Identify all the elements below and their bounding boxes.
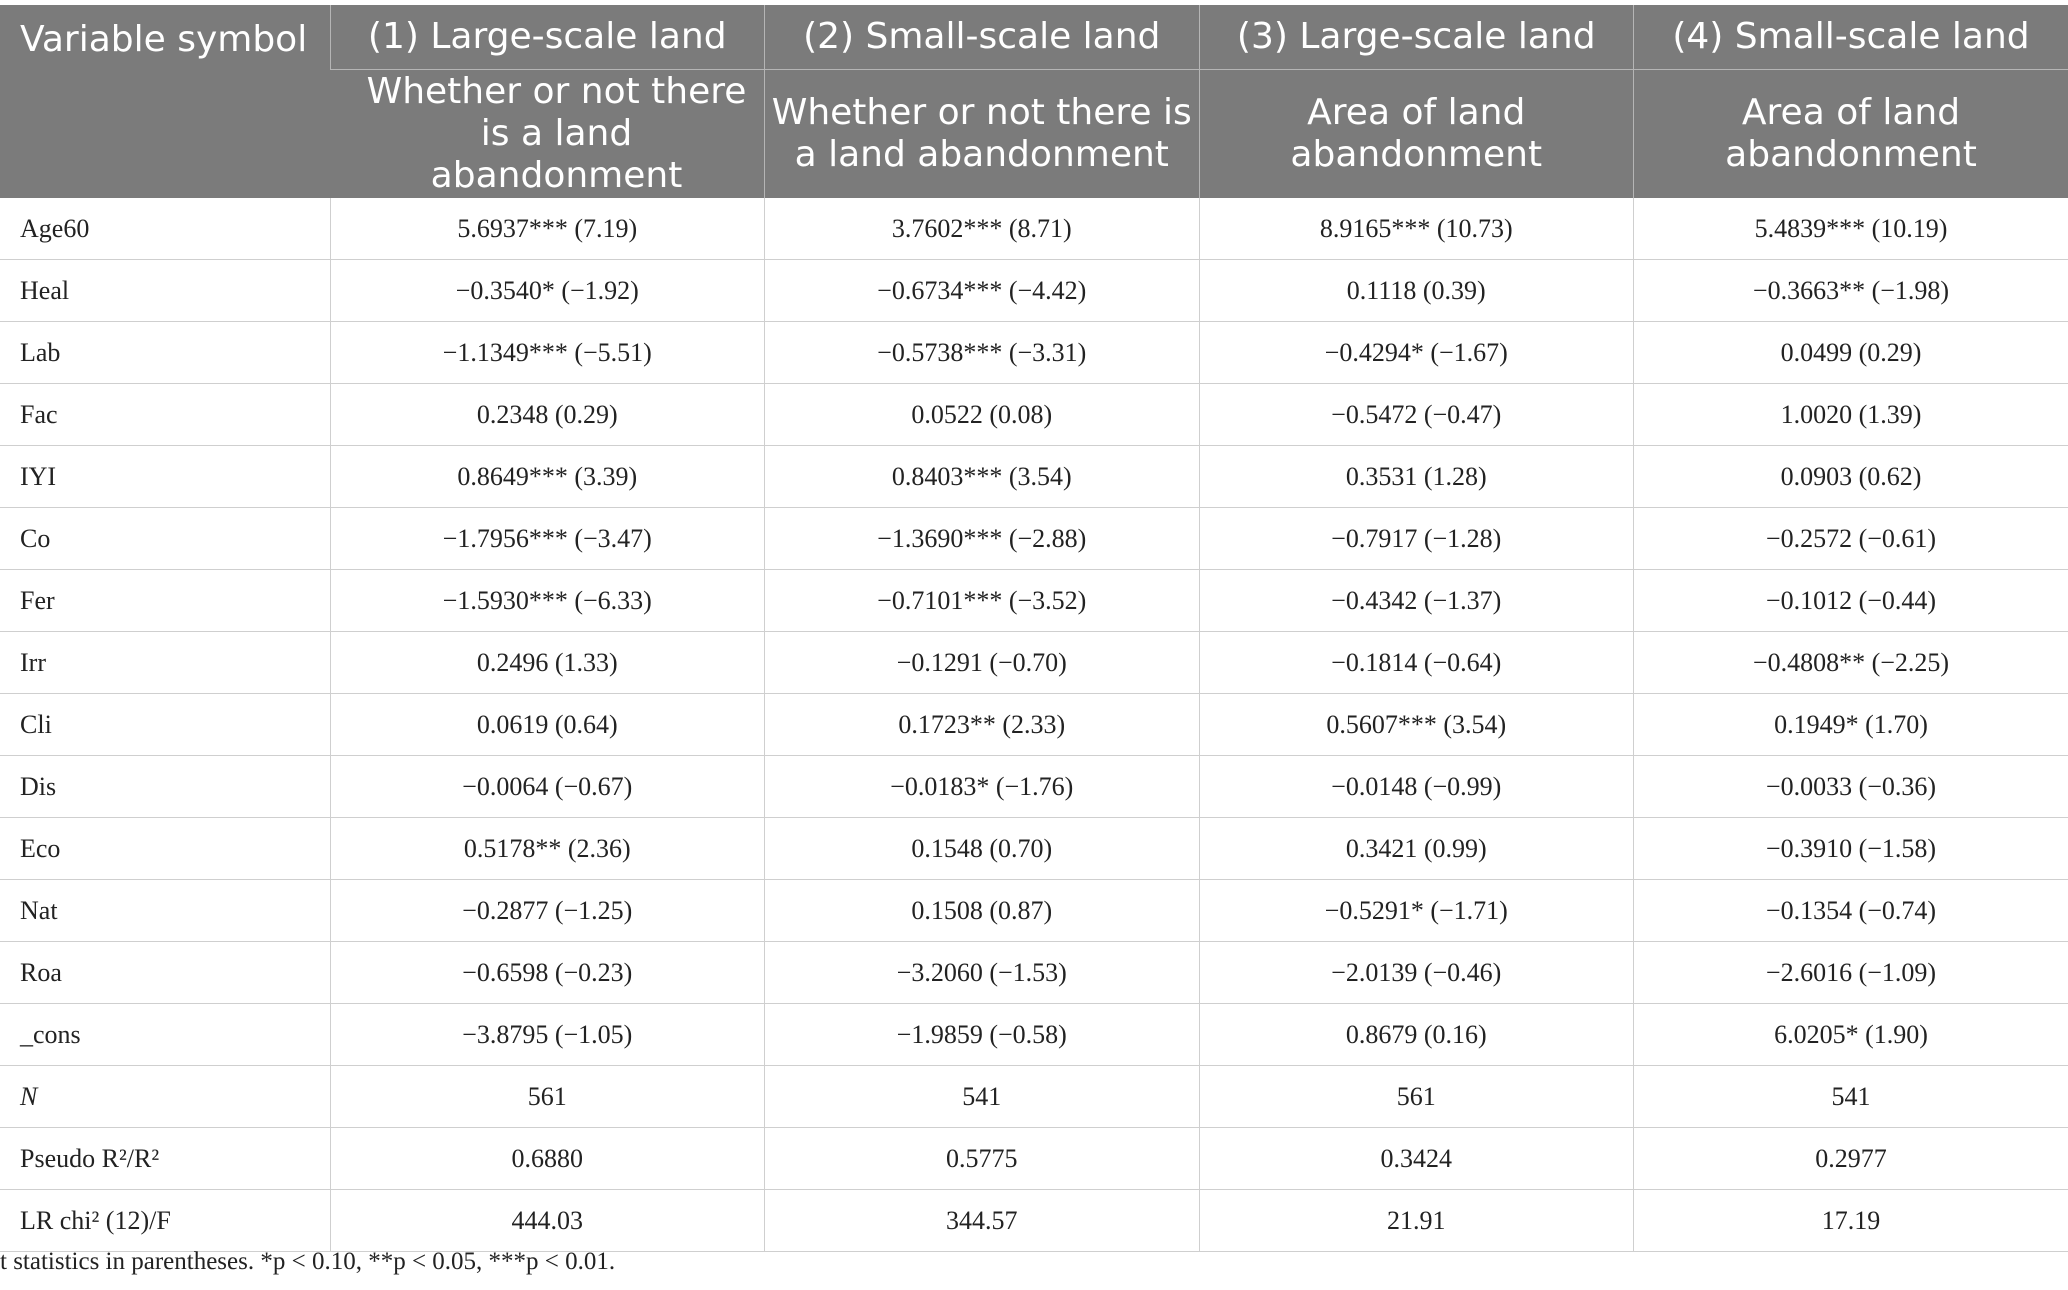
table-cell: 21.91 <box>1199 1190 1634 1252</box>
table-cell: −0.1814 (−0.64) <box>1199 632 1634 694</box>
table-cell: 5.6937*** (7.19) <box>330 198 765 260</box>
table-cell: 0.2977 <box>1634 1128 2068 1190</box>
table-cell: 0.1508 (0.87) <box>765 880 1200 942</box>
table-cell: 344.57 <box>765 1190 1200 1252</box>
header-model-1: (1) Large-scale land <box>330 5 765 70</box>
table-cell: 0.0619 (0.64) <box>330 694 765 756</box>
row-label: Roa <box>0 942 330 1004</box>
table-row <box>0 1066 2068 1128</box>
row-label: Fer <box>0 570 330 632</box>
table-row <box>0 446 2068 508</box>
table-footnote: t statistics in parentheses. *p < 0.10, **p < 0.05, ***p < 0.01. <box>0 1248 616 1275</box>
table-cell: 0.5178** (2.36) <box>330 818 765 880</box>
table-cell: 17.19 <box>1634 1190 2068 1252</box>
table-cell: 0.5607*** (3.54) <box>1199 694 1634 756</box>
table-cell: −0.3663** (−1.98) <box>1634 260 2068 322</box>
table-cell: −0.3910 (−1.58) <box>1634 818 2068 880</box>
table-cell: 0.1949* (1.70) <box>1634 694 2068 756</box>
header-dependent-4: Area of land abandonment <box>1634 70 2068 199</box>
table-cell: 1.0020 (1.39) <box>1634 384 2068 446</box>
table-cell: 0.3421 (0.99) <box>1199 818 1634 880</box>
table-cell: 0.2496 (1.33) <box>330 632 765 694</box>
table-row <box>0 632 2068 694</box>
row-label: LR chi² (12)/F <box>0 1190 330 1252</box>
table-cell: −1.1349*** (−5.51) <box>330 322 765 384</box>
row-label: Eco <box>0 818 330 880</box>
table-cell: 0.0903 (0.62) <box>1634 446 2068 508</box>
row-label: _cons <box>0 1004 330 1066</box>
table-row <box>0 756 2068 818</box>
table-cell: −0.5472 (−0.47) <box>1199 384 1634 446</box>
table-row <box>0 694 2068 756</box>
row-label: Nat <box>0 880 330 942</box>
table-cell: 541 <box>1634 1066 2068 1128</box>
header-model-2: (2) Small-scale land <box>765 5 1200 70</box>
table-cell: 0.2348 (0.29) <box>330 384 765 446</box>
table-cell: −0.4294* (−1.67) <box>1199 322 1634 384</box>
table-cell: −0.0033 (−0.36) <box>1634 756 2068 818</box>
table-row <box>0 880 2068 942</box>
row-label: Heal <box>0 260 330 322</box>
header-dependent-2: Whether or not there is a land abandonment <box>765 70 1200 199</box>
table-cell: −0.1354 (−0.74) <box>1634 880 2068 942</box>
table-cell: 0.1118 (0.39) <box>1199 260 1634 322</box>
table-cell: −3.8795 (−1.05) <box>330 1004 765 1066</box>
table-cell: 561 <box>1199 1066 1634 1128</box>
table-cell: 0.6880 <box>330 1128 765 1190</box>
table-cell: −0.0183* (−1.76) <box>765 756 1200 818</box>
table-row <box>0 942 2068 1004</box>
table-row <box>0 508 2068 570</box>
table-cell: 0.8403*** (3.54) <box>765 446 1200 508</box>
header-dependent-1: Whether or not there is a land abandonment <box>330 70 765 199</box>
row-label: IYI <box>0 446 330 508</box>
table-row <box>0 198 2068 260</box>
table-row <box>0 1128 2068 1190</box>
table-row <box>0 1190 2068 1252</box>
table-cell: 0.3531 (1.28) <box>1199 446 1634 508</box>
table-cell: 0.0522 (0.08) <box>765 384 1200 446</box>
table-cell: 3.7602*** (8.71) <box>765 198 1200 260</box>
header-dependent-3: Area of land abandonment <box>1199 70 1634 199</box>
table-cell: 0.1723** (2.33) <box>765 694 1200 756</box>
table-cell: 561 <box>330 1066 765 1128</box>
regression-table <box>0 5 2068 1252</box>
table-cell: −0.1291 (−0.70) <box>765 632 1200 694</box>
table-row <box>0 384 2068 446</box>
table-cell: 444.03 <box>330 1190 765 1252</box>
table-cell: −0.4808** (−2.25) <box>1634 632 2068 694</box>
table-cell: −0.5291* (−1.71) <box>1199 880 1634 942</box>
table-cell: −0.4342 (−1.37) <box>1199 570 1634 632</box>
table-cell: −3.2060 (−1.53) <box>765 942 1200 1004</box>
table-cell: 0.8679 (0.16) <box>1199 1004 1634 1066</box>
table-cell: 8.9165*** (10.73) <box>1199 198 1634 260</box>
table-cell: −0.3540* (−1.92) <box>330 260 765 322</box>
row-label: N <box>0 1066 330 1128</box>
row-label: Irr <box>0 632 330 694</box>
table-cell: −0.7101*** (−3.52) <box>765 570 1200 632</box>
table-cell: 6.0205* (1.90) <box>1634 1004 2068 1066</box>
row-label: Age60 <box>0 198 330 260</box>
table-cell: −1.9859 (−0.58) <box>765 1004 1200 1066</box>
row-label: Lab <box>0 322 330 384</box>
table-row <box>0 322 2068 384</box>
header-model-4: (4) Small-scale land <box>1634 5 2068 70</box>
table-cell: −2.6016 (−1.09) <box>1634 942 2068 1004</box>
table-cell: −0.1012 (−0.44) <box>1634 570 2068 632</box>
table-cell: −1.7956*** (−3.47) <box>330 508 765 570</box>
row-label: Fac <box>0 384 330 446</box>
table-cell: −0.6734*** (−4.42) <box>765 260 1200 322</box>
table-cell: −0.7917 (−1.28) <box>1199 508 1634 570</box>
table-row <box>0 260 2068 322</box>
row-label: Cli <box>0 694 330 756</box>
table-cell: 5.4839*** (10.19) <box>1634 198 2068 260</box>
table-cell: 0.5775 <box>765 1128 1200 1190</box>
row-label: Co <box>0 508 330 570</box>
table-cell: −1.3690*** (−2.88) <box>765 508 1200 570</box>
table-cell: 0.0499 (0.29) <box>1634 322 2068 384</box>
table-cell: −0.6598 (−0.23) <box>330 942 765 1004</box>
table-cell: −0.0148 (−0.99) <box>1199 756 1634 818</box>
table-row <box>0 1004 2068 1066</box>
table-cell: −0.2877 (−1.25) <box>330 880 765 942</box>
table-cell: −0.2572 (−0.61) <box>1634 508 2068 570</box>
table-header <box>0 5 2068 198</box>
header-model-3: (3) Large-scale land <box>1199 5 1634 70</box>
table-cell: −0.0064 (−0.67) <box>330 756 765 818</box>
table-row <box>0 570 2068 632</box>
table-cell: −0.5738*** (−3.31) <box>765 322 1200 384</box>
row-label: Pseudo R²/R² <box>0 1128 330 1190</box>
row-label: Dis <box>0 756 330 818</box>
header-variable-symbol: Variable symbol <box>0 5 330 198</box>
table-cell: −1.5930*** (−6.33) <box>330 570 765 632</box>
table-row <box>0 818 2068 880</box>
table-cell: 541 <box>765 1066 1200 1128</box>
table-cell: 0.3424 <box>1199 1128 1634 1190</box>
table-cell: 0.1548 (0.70) <box>765 818 1200 880</box>
table-body <box>0 198 2068 1252</box>
table-cell: −2.0139 (−0.46) <box>1199 942 1634 1004</box>
table-cell: 0.8649*** (3.39) <box>330 446 765 508</box>
